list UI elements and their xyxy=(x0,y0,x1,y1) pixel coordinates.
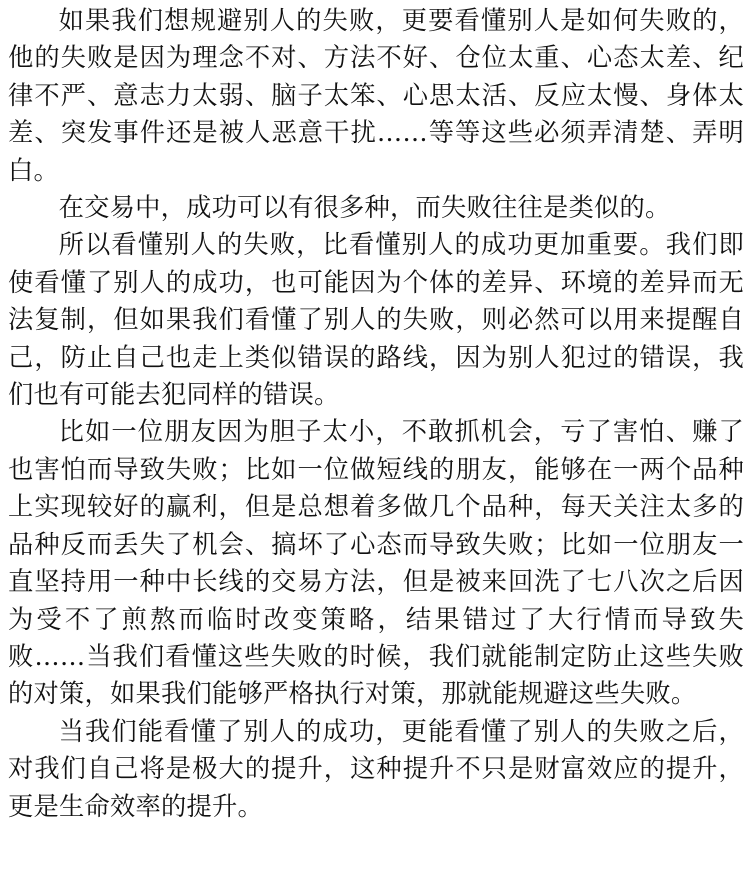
paragraph-2: 在交易中，成功可以有很多种，而失败往往是类似的。 xyxy=(58,193,671,223)
document-page xyxy=(8,0,744,825)
paragraph-3: 所以看懂别人的失败，比看懂别人的成功更加重要。我们即使看懂了别人的成功，也可能因为个体的差异、环境的差异而无法复制，但如果我们看懂了别人的失败，则必然可以用来提醒自己，防止自己也走上类似错误的路线，因为别人犯过的错误，我们也有可能去犯同样的错误。 xyxy=(8,230,744,410)
paragraph-1: 如果我们想规避别人的失败，更要看懂别人是如何失败的，他的失败是因为理念不对、方法不好、仓位太重、心态太差、纪律不严、意志力太弱、脑子太笨、心思太活、反应太慢、身体太差、突发事件还是被人恶意干扰……等等这些必须弄清楚、弄明白。 xyxy=(8,6,744,185)
paragraph-4: 比如一位朋友因为胆子太小，不敢抓机会，亏了害怕、赚了也害怕而导致失败；比如一位做短线的朋友，能够在一两个品种上实现较好的赢利，但是总想着多做几个品种，每天关注太多的品种反而丢失了机会、搞坏了心态而导致失败；比如一位朋友一直坚持用一种中长线的交易方法，但是被来回洗了七八次之后因为受不了煎熬而临时改变策略，结果错过了大行情而导致失败……当我们看懂这些失败的时候，我们就能制定防止这些失败的对策，如果我们能够严格执行对策，那就能规避这些失败。 xyxy=(8,417,744,709)
paragraph-5: 当我们能看懂了别人的成功，更能看懂了别人的失败之后，对我们自己将是极大的提升，这种提升不只是财富效应的提升，更是生命效率的提升。 xyxy=(8,716,744,821)
